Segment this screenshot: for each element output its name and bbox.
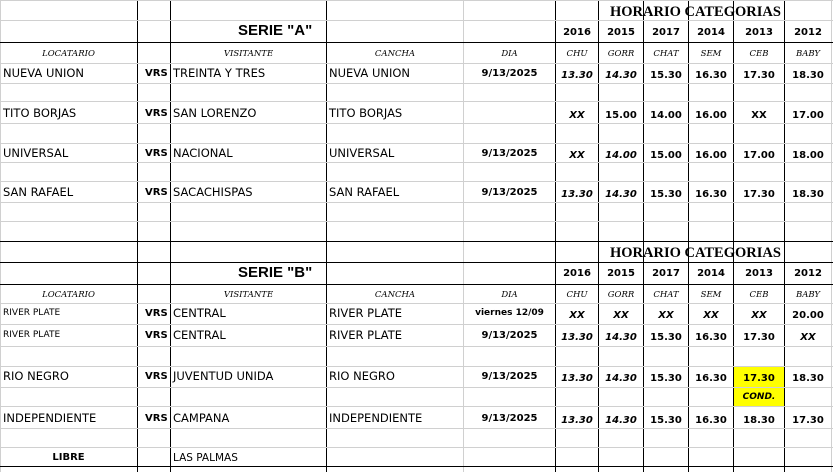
dia-cell: 9/13/2025 — [481, 330, 538, 341]
cancha-cell: TITO BORJAS — [329, 106, 403, 120]
year-col-5: 2013 — [745, 27, 773, 38]
cat-col-2: GORR — [607, 290, 635, 300]
year-col-2: 2015 — [607, 268, 635, 279]
visitante-cell: JUVENTUD UNIDA — [173, 369, 274, 383]
year-col-4: 2014 — [697, 27, 725, 38]
dia-cell: 9/13/2025 — [481, 68, 538, 79]
time-cell: 13.30 — [561, 332, 593, 343]
cat-col-6: BABY — [795, 49, 821, 59]
time-cell: 13.30 — [561, 70, 593, 81]
cat-col-4: SEM — [700, 290, 722, 300]
vrs-label: VRS — [145, 108, 168, 119]
time-cell: 18.30 — [792, 70, 824, 81]
time-cell: 18.00 — [792, 150, 824, 161]
horario-title-a: HORARIO CATEGORIAS — [610, 4, 781, 20]
locatario-cell: SAN RAFAEL — [3, 185, 74, 199]
dia-cell: 9/13/2025 — [481, 148, 538, 159]
vrs-label: VRS — [145, 148, 168, 159]
time-cell: 17.00 — [743, 150, 775, 161]
time-cell: 18.30 — [792, 373, 824, 384]
time-cell: 16.30 — [695, 373, 727, 384]
time-cell: XX — [658, 310, 674, 321]
dia-cell: 9/13/2025 — [481, 371, 538, 382]
time-cell: XX — [703, 310, 719, 321]
time-cell: 16.30 — [695, 332, 727, 343]
visitante-cell: CENTRAL — [173, 306, 226, 320]
serie-b-title: SERIE "B" — [238, 264, 313, 281]
visitante-cell: TREINTA Y TRES — [173, 66, 266, 80]
vrs-label: VRS — [145, 413, 168, 424]
cancha-cell: UNIVERSAL — [329, 146, 395, 160]
cancha-cell: RIO NEGRO — [329, 369, 395, 383]
time-cell: 13.30 — [561, 189, 593, 200]
time-cell: 17.30 — [743, 332, 775, 343]
time-cell: XX — [751, 110, 767, 121]
time-cell: XX — [613, 310, 629, 321]
visitante-cell: CAMPANA — [173, 411, 230, 425]
time-cell: 14.30 — [605, 70, 637, 81]
serie-a-title: SERIE "A" — [238, 22, 313, 39]
time-cell: 18.30 — [743, 415, 775, 426]
col-header-cancha: CANCHA — [374, 290, 416, 300]
time-cell: 20.00 — [792, 310, 824, 321]
time-cell: 14.30 — [605, 189, 637, 200]
time-cell: 16.30 — [695, 415, 727, 426]
time-cell: 15.30 — [650, 332, 682, 343]
year-col-1: 2016 — [563, 268, 591, 279]
vrs-label: VRS — [145, 187, 168, 198]
visitante-cell: NACIONAL — [173, 146, 233, 160]
cat-col-1: CHU — [566, 49, 588, 59]
libre-team: LAS PALMAS — [173, 452, 238, 464]
col-header-visitante: VISITANTE — [223, 49, 274, 59]
time-cell: 17.30 — [743, 70, 775, 81]
libre-label: LIBRE — [52, 452, 85, 463]
vrs-label: VRS — [145, 371, 168, 382]
time-cell: 15.30 — [650, 70, 682, 81]
cat-col-3: CHAT — [653, 290, 679, 300]
dia-cell: 9/13/2025 — [481, 187, 538, 198]
cat-col-3: CHAT — [653, 49, 679, 59]
dia-cell: viernes 12/09 — [475, 308, 544, 318]
vrs-label: VRS — [145, 308, 168, 319]
time-cell: 16.30 — [695, 189, 727, 200]
cat-col-4: SEM — [700, 49, 722, 59]
year-col-1: 2016 — [563, 27, 591, 38]
time-cell: 15.30 — [650, 415, 682, 426]
locatario-cell: TITO BORJAS — [3, 106, 77, 120]
cancha-cell: INDEPENDIENTE — [329, 411, 423, 425]
cat-col-5: CEB — [749, 49, 769, 59]
year-col-2: 2015 — [607, 27, 635, 38]
time-cell: 14.30 — [605, 332, 637, 343]
time-cell: 14.30 — [605, 415, 637, 426]
dia-cell: 9/13/2025 — [481, 413, 538, 424]
col-header-dia: DIA — [501, 290, 518, 300]
time-cell: 16.30 — [695, 70, 727, 81]
locatario-cell: INDEPENDIENTE — [3, 411, 97, 425]
cond-note: COND. — [742, 392, 776, 402]
time-cell: 16.00 — [695, 150, 727, 161]
time-cell: 16.00 — [695, 110, 727, 121]
cancha-cell: RIVER PLATE — [329, 328, 403, 342]
cancha-cell: RIVER PLATE — [329, 306, 403, 320]
time-cell: 13.30 — [561, 373, 593, 384]
time-cell: 15.30 — [650, 373, 682, 384]
time-cell: XX — [800, 332, 816, 343]
col-header-visitante: VISITANTE — [223, 290, 274, 300]
cat-col-6: BABY — [795, 290, 821, 300]
col-header-dia: DIA — [501, 49, 518, 59]
year-col-3: 2017 — [652, 268, 680, 279]
cancha-cell: SAN RAFAEL — [329, 185, 400, 199]
time-cell: 17.00 — [792, 110, 824, 121]
locatario-cell: NUEVA UNION — [3, 66, 85, 80]
locatario-cell: UNIVERSAL — [3, 146, 69, 160]
year-col-6: 2012 — [794, 27, 822, 38]
time-cell: 13.30 — [561, 415, 593, 426]
cat-col-1: CHU — [566, 290, 588, 300]
locatario-cell: RIVER PLATE — [3, 308, 61, 318]
cat-col-5: CEB — [749, 290, 769, 300]
col-header-cancha: CANCHA — [374, 49, 416, 59]
vrs-label: VRS — [145, 330, 168, 341]
time-cell: 18.30 — [792, 189, 824, 200]
time-cell: 17.30 — [792, 415, 824, 426]
cat-col-2: GORR — [607, 49, 635, 59]
year-col-5: 2013 — [745, 268, 773, 279]
time-cell: 14.00 — [650, 110, 682, 121]
year-col-4: 2014 — [697, 268, 725, 279]
time-cell: XX — [751, 310, 767, 321]
year-col-3: 2017 — [652, 27, 680, 38]
vrs-label: VRS — [145, 68, 168, 79]
locatario-cell: RIVER PLATE — [3, 330, 61, 340]
time-cell: XX — [569, 310, 585, 321]
visitante-cell: CENTRAL — [173, 328, 226, 342]
visitante-cell: SAN LORENZO — [173, 106, 257, 120]
col-header-locatario: LOCATARIO — [42, 290, 95, 300]
time-cell: XX — [569, 110, 585, 121]
col-header-locatario: LOCATARIO — [42, 49, 95, 59]
year-col-6: 2012 — [794, 268, 822, 279]
time-cell: 15.00 — [650, 150, 682, 161]
time-cell: XX — [569, 150, 585, 161]
cancha-cell: NUEVA UNION — [329, 66, 411, 80]
time-cell: 15.00 — [605, 110, 637, 121]
horario-title-b: HORARIO CATEGORIAS — [610, 245, 781, 261]
time-cell: 17.30 — [743, 189, 775, 200]
time-cell: 14.00 — [605, 150, 637, 161]
locatario-cell: RIO NEGRO — [3, 369, 69, 383]
time-cell: 14.30 — [605, 373, 637, 384]
visitante-cell: SACACHISPAS — [173, 185, 253, 199]
time-cell: 17.30 — [743, 373, 775, 384]
time-cell: 15.30 — [650, 189, 682, 200]
